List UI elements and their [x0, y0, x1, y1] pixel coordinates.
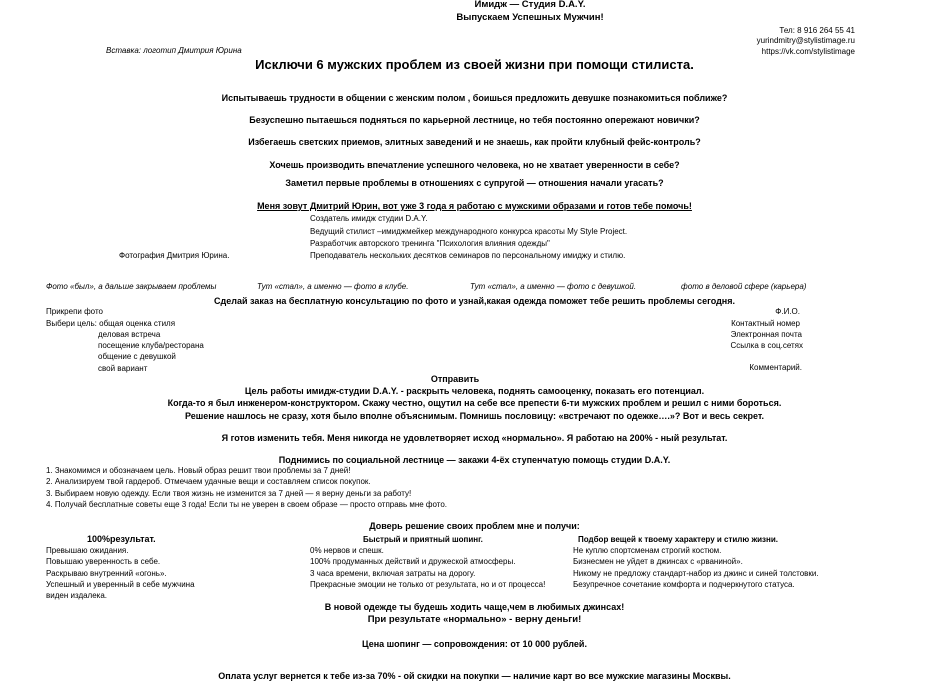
photo-caption: Фотография Дмитрия Юрина.: [119, 251, 230, 260]
phone: Тел: 8 916 264 55 41: [779, 26, 855, 35]
mission-line: Когда-то я был инженером-конструктором. Скажу честно, ощутил на себе все препести 6-ти мужских проблем и решил с ними бороться.: [167, 398, 782, 408]
step-item: 4. Получай бесплатные советы еще 3 года! Если ты не уверен в своем образе — просто отправь мне фото.: [46, 500, 448, 509]
trust-title: Доверь решение своих проблем мне и получи:: [369, 521, 580, 531]
benefit-item: Успешный и уверенный в себе мужчина: [46, 580, 195, 589]
steps-title: Поднимись по социальной лестнице — закажи 4-ёх ступенчатую помощь студии D.A.Y.: [278, 455, 671, 465]
benefit-item: Раскрываю внутренний «огонь».: [46, 569, 167, 578]
benefit-item: Бизнесмен не уйдет в джинсах с «рваниной».: [573, 557, 743, 566]
question: Хочешь производить впечатление успешного человека, но не хватает уверенности в себе?: [269, 160, 680, 170]
benefit-item: 100% продуманных действий и дружеской атмосферы.: [310, 557, 516, 566]
email-field[interactable]: Электронная почта: [730, 330, 802, 339]
benefit-item: виден издалека.: [46, 591, 108, 600]
closing-line: В новой одежде ты будешь ходить чаще,чем в любимых джинсах!: [324, 602, 625, 612]
slogan: Выпускаем Успешных Мужчин!: [456, 12, 604, 23]
question: Избегаешь светских приемов, элитных заведений и не знаешь, как пройти клубный фейс-контроль?: [248, 137, 701, 147]
submit-button[interactable]: Отправить: [430, 374, 480, 384]
benefit-item: 3 часа времени, включая затраты на дорогу.: [310, 569, 476, 578]
goal-option[interactable]: деловая встреча: [98, 330, 161, 339]
benefit-item: Превышаю ожидания.: [46, 546, 129, 555]
benefit-item: Прекрасные эмоции не только от результата, но и от процесса!: [310, 580, 546, 589]
benefit-title: Подбор вещей к твоему характеру и стилю жизни.: [578, 535, 778, 544]
guarantee: При результате «нормально» - верну деньги!: [367, 614, 582, 625]
photo-club: Тут «стал», а именно — фото в клубе.: [257, 282, 409, 291]
page-title: Исключи 6 мужских проблем из своей жизни при помощи стилиста.: [255, 57, 694, 72]
question: Заметил первые проблемы в отношениях с супругой — отношения начали угасать?: [285, 178, 664, 188]
vk-link[interactable]: https://vk.com/stylistimage: [761, 47, 855, 56]
credential-item: Разработчик авторского тренинга "Психология влияния одежды": [310, 239, 550, 248]
photo-business: фото в деловой сфере (карьера): [681, 282, 807, 291]
attach-photo-button[interactable]: Прикрепи фото: [46, 307, 103, 316]
name-field[interactable]: Ф.И.О.: [775, 307, 800, 316]
photo-girl: Тут «стал», а именно — фото с девушкой.: [470, 282, 637, 291]
price: Цена шопинг — сопровождения: от 10 000 рублей.: [362, 639, 587, 649]
email[interactable]: yurindmitry@stylistimage.ru: [756, 36, 855, 45]
social-link-field[interactable]: Ссылка в соц.сетях: [730, 341, 803, 350]
intro-heading: Меня зовут Дмитрий Юрин, вот уже 3 года я работаю с мужскими образами и готов тебе помочь!: [257, 201, 692, 211]
benefit-item: Безупречное сочетание комфорта и подчеркнутого статуса.: [573, 580, 795, 589]
step-item: 3. Выбираем новую одежду. Если твоя жизнь не изменится за 7 дней — я верну деньги за работу!: [46, 489, 412, 498]
question: Испытываешь трудности в общении с женским полом , боишься предложить девушке познакомиться поближе?: [221, 93, 728, 103]
credential-item: Ведущий стилист –имиджмейкер международного конкурса красоты My Style Project.: [310, 227, 628, 236]
footer-note: Оплата услуг вернется к тебе из-за 70% - ой скидки на покупки — наличие карт во все мужские магазины Москвы.: [218, 671, 731, 681]
mission-line: Решение нашлось не сразу, хотя было вполне объяснимым. Помнишь пословицу: «встречают по одежке….»? Вот и весь секрет.: [185, 411, 764, 421]
studio-name: Имидж — Студия D.A.Y.: [474, 0, 586, 10]
goal-option[interactable]: посещение клуба/ресторана: [98, 341, 204, 350]
goal-option[interactable]: свой вариант: [98, 364, 148, 373]
benefit-item: Не куплю спортсменам строгий костюм.: [573, 546, 722, 555]
logo-placeholder: Вставка: логотип Дмитрия Юрина: [106, 46, 242, 55]
question: Безуспешно пытаешься подняться по карьерной лестнице, но тебя постоянно опережают новички?: [249, 115, 700, 125]
benefit-title: 100%результат.: [87, 534, 156, 544]
phone-field[interactable]: Контактный номер: [731, 319, 800, 328]
credential-item: Преподаватель нескольких десятков семинаров по персональному имиджу и стилю.: [310, 251, 626, 260]
step-item: 2. Анализируем твой гардероб. Отмечаем удачные вещи и составляем список покупок.: [46, 477, 371, 486]
benefit-title: Быстрый и приятный шопинг.: [363, 535, 483, 544]
goal-label[interactable]: Выбери цель: общая оценка стиля: [46, 319, 176, 328]
ready-statement: Я готов изменить тебя. Меня никогда не удовлетворяет исход «нормально». Я работаю на 200% - ный результат.: [221, 433, 728, 443]
benefit-item: 0% нервов и спешк.: [310, 546, 384, 555]
cta-text: Сделай заказ на бесплатную консультацию по фото и узнай,какая одежда поможет тебе решить проблемы сегодня.: [214, 296, 735, 306]
benefit-item: Никому не предложу стандарт-набор из джинс и синей толстовки.: [573, 569, 819, 578]
credential-item: Создатель имидж студии D.A.Y.: [310, 214, 428, 223]
benefit-item: Повышаю уверенность в себе.: [46, 557, 161, 566]
mission-line: Цель работы имидж-студии D.A.Y. - раскрыть человека, поднять самооценку, показать его потенциал.: [244, 386, 705, 396]
comment-field[interactable]: Комментарий.: [749, 363, 802, 372]
photo-before: Фото «был», а дальше закрываем проблемы: [46, 282, 217, 291]
goal-option[interactable]: общение с девушкой: [98, 352, 176, 361]
step-item: 1. Знакомимся и обозначаем цель. Новый образ решит твои проблемы за 7 дней!: [46, 466, 351, 475]
